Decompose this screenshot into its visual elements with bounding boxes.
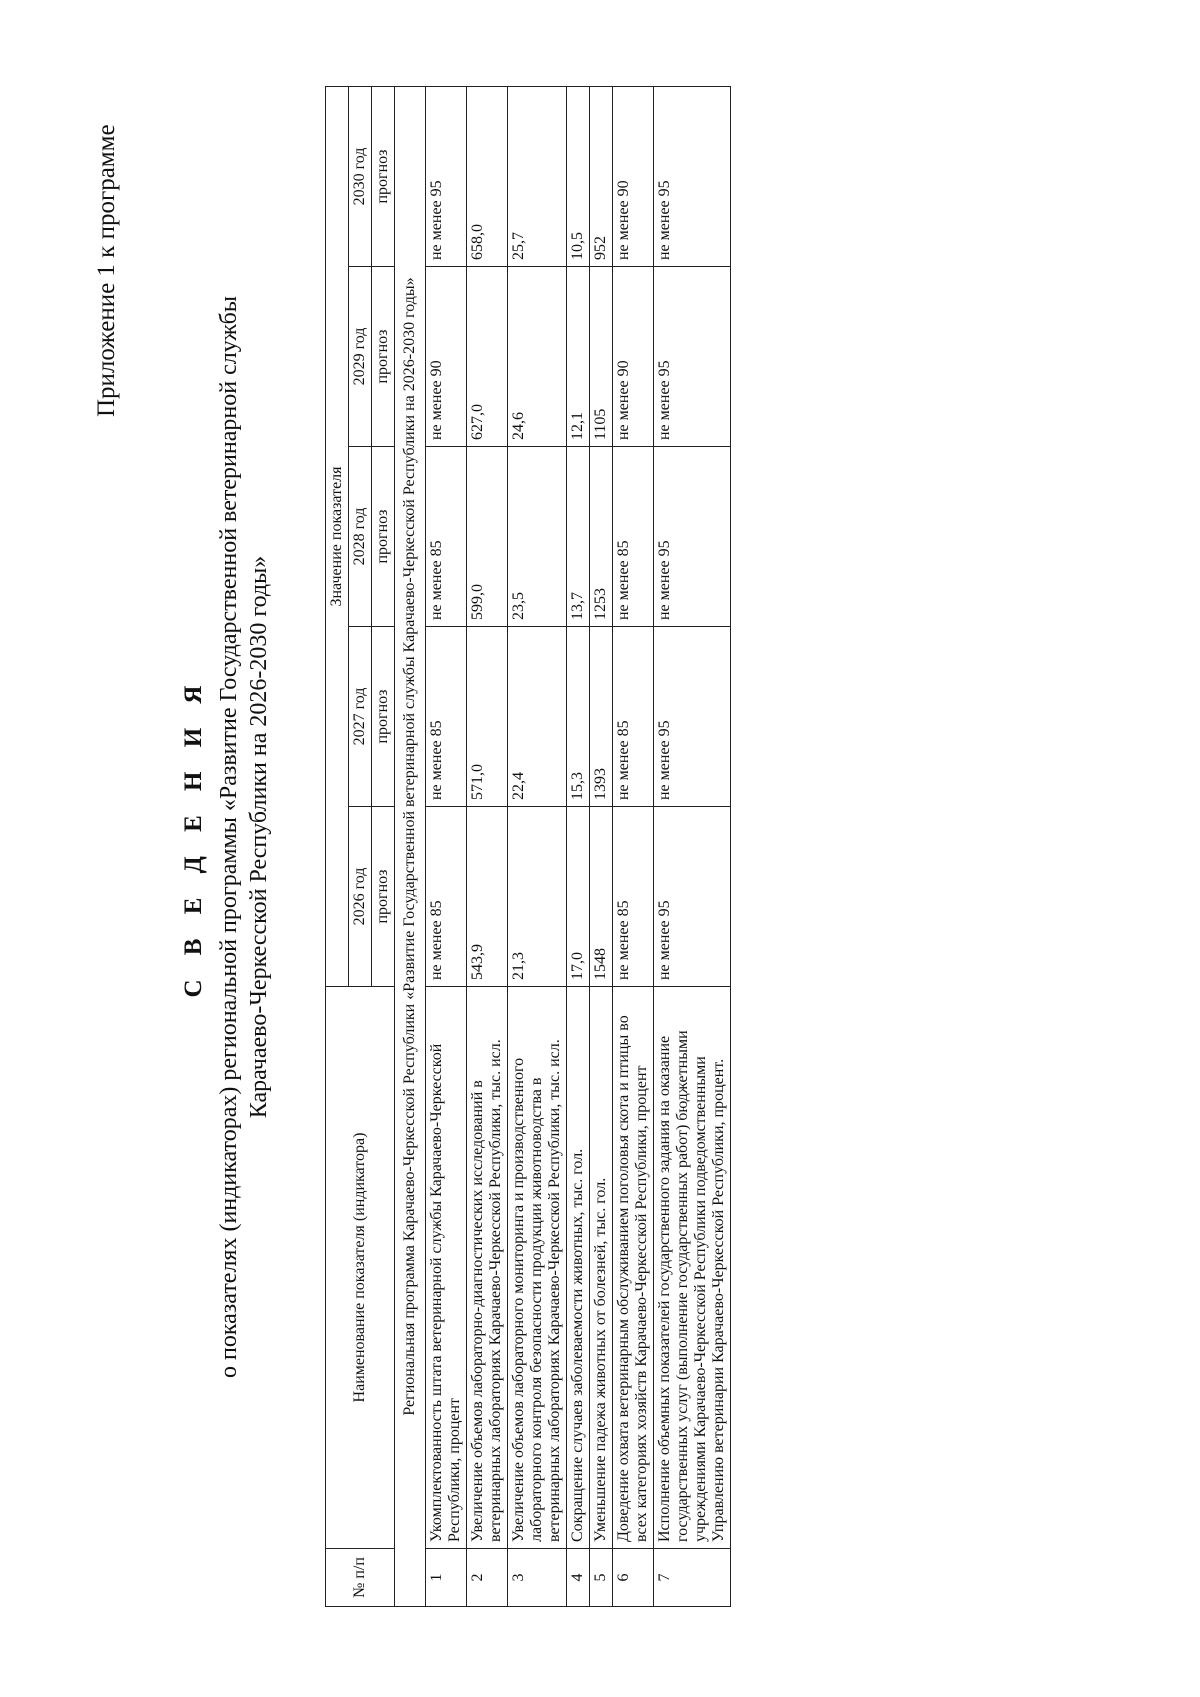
row-value: 13,7 <box>567 447 590 627</box>
row-value: 1105 <box>590 267 613 447</box>
row-value: не менее 95 <box>654 447 731 627</box>
row-value: не менее 95 <box>654 267 731 447</box>
row-value: не менее 90 <box>613 86 654 266</box>
row-number: 6 <box>613 1549 654 1607</box>
row-value: 23,5 <box>508 447 567 627</box>
header-kind: прогноз <box>372 267 395 447</box>
row-number: 2 <box>467 1549 508 1607</box>
row-indicator-name: Исполнение объемных показателей государственного задания на оказание государственных услуг (выполнение государственных работ) бюджетными учреждениями Карачаево-Черкесской Республики подведомственными Управлению ветеринарии Карачаево-Черкесской Республики, процент. <box>654 987 731 1549</box>
header-year: 2027 год <box>349 627 372 807</box>
row-number: 1 <box>426 1549 467 1607</box>
table-row <box>654 86 731 1606</box>
row-value: 15,3 <box>567 627 590 807</box>
row-value: 627,0 <box>467 267 508 447</box>
row-indicator-name: Увеличение объемов лабораторного мониторинга и производственного лабораторного контроля безопасности продукции животноводства в ветеринарных лабораториях Карачаево-Черкесской Республики, тыс. исл. <box>508 987 567 1549</box>
row-value: не менее 85 <box>426 807 467 987</box>
row-value: не менее 90 <box>613 267 654 447</box>
header-kind: прогноз <box>372 627 395 807</box>
row-value: 12,1 <box>567 267 590 447</box>
row-value: не менее 95 <box>654 807 731 987</box>
program-title-cell: Региональная программа Карачаево-Черкесской Республики «Развитие Государственной ветеринарной службы Карачаево-Черкесской Республики на 2026-2030 годы» <box>395 86 426 1606</box>
table-row <box>613 86 654 1606</box>
document-title: С В Е Д Е Н И Я <box>180 676 207 998</box>
table-header-row <box>326 86 349 1606</box>
row-value: 21,3 <box>508 807 567 987</box>
header-values-group: Значение показателя <box>326 86 349 986</box>
document-subtitle-line-2: Карачаево-Черкесской Республики на 2026-2030 годы» <box>246 555 272 1119</box>
header-kind: прогноз <box>372 807 395 987</box>
table-row <box>567 86 590 1606</box>
row-value: 571,0 <box>467 627 508 807</box>
row-value: 1393 <box>590 627 613 807</box>
row-value: не менее 85 <box>426 627 467 807</box>
row-value: 10,5 <box>567 86 590 266</box>
row-value: 17,0 <box>567 807 590 987</box>
header-kind: прогноз <box>372 86 395 266</box>
row-value: не менее 85 <box>613 807 654 987</box>
row-indicator-name: Укомплектованность штата ветеринарной службы Карачаево-Черкесской Республики, процент <box>426 987 467 1549</box>
row-value: 1548 <box>590 807 613 987</box>
header-year: 2028 год <box>349 447 372 627</box>
header-num: № п/п <box>326 1549 395 1607</box>
row-number: 5 <box>590 1549 613 1607</box>
row-value: 1253 <box>590 447 613 627</box>
table-row <box>508 86 567 1606</box>
row-value: 952 <box>590 86 613 266</box>
header-year: 2029 год <box>349 267 372 447</box>
row-indicator-name: Доведение охвата ветеринарным обслуживанием поголовья скота и птицы во всех категориях хозяйств Карачаево-Черкесской Республики, процент <box>613 987 654 1549</box>
row-value: не менее 85 <box>426 447 467 627</box>
row-value: не менее 95 <box>426 86 467 266</box>
indicators-table <box>325 86 731 1607</box>
row-value: не менее 95 <box>654 86 731 266</box>
row-value: 25,7 <box>508 86 567 266</box>
header-kind: прогноз <box>372 447 395 627</box>
row-value: 599,0 <box>467 447 508 627</box>
row-value: 543,9 <box>467 807 508 987</box>
program-row <box>395 86 426 1606</box>
row-value: 24,6 <box>508 267 567 447</box>
table-row <box>590 86 613 1606</box>
row-indicator-name: Сокращение случаев заболеваемости животных, тыс. гол. <box>567 987 590 1549</box>
header-indicator-name: Наименование показателя (индикатора) <box>326 987 395 1549</box>
document-heading <box>180 77 274 1597</box>
row-indicator-name: Уменьшение падежа животных от болезней, тыс. гол. <box>590 987 613 1549</box>
row-value: 22,4 <box>508 627 567 807</box>
document-subtitle-line-1: о показателях (индикаторах) региональной программы «Развитие Государственной ветеринарной службы <box>216 296 242 1378</box>
row-indicator-name: Увеличение объемов лабораторно-диагностических исследований в ветеринарных лабораториях Карачаево-Черкесской Республики, тыс. исл. <box>467 987 508 1549</box>
row-number: 4 <box>567 1549 590 1607</box>
header-year: 2030 год <box>349 86 372 266</box>
row-value: не менее 90 <box>426 267 467 447</box>
appendix-label: Приложение 1 к программе <box>93 124 120 417</box>
table-row <box>426 86 467 1606</box>
row-value: не менее 85 <box>613 627 654 807</box>
row-value: не менее 95 <box>654 627 731 807</box>
header-year: 2026 год <box>349 807 372 987</box>
table-row <box>467 86 508 1606</box>
row-value: 658,0 <box>467 86 508 266</box>
row-number: 7 <box>654 1549 731 1607</box>
row-value: не менее 85 <box>613 447 654 627</box>
row-number: 3 <box>508 1549 567 1607</box>
